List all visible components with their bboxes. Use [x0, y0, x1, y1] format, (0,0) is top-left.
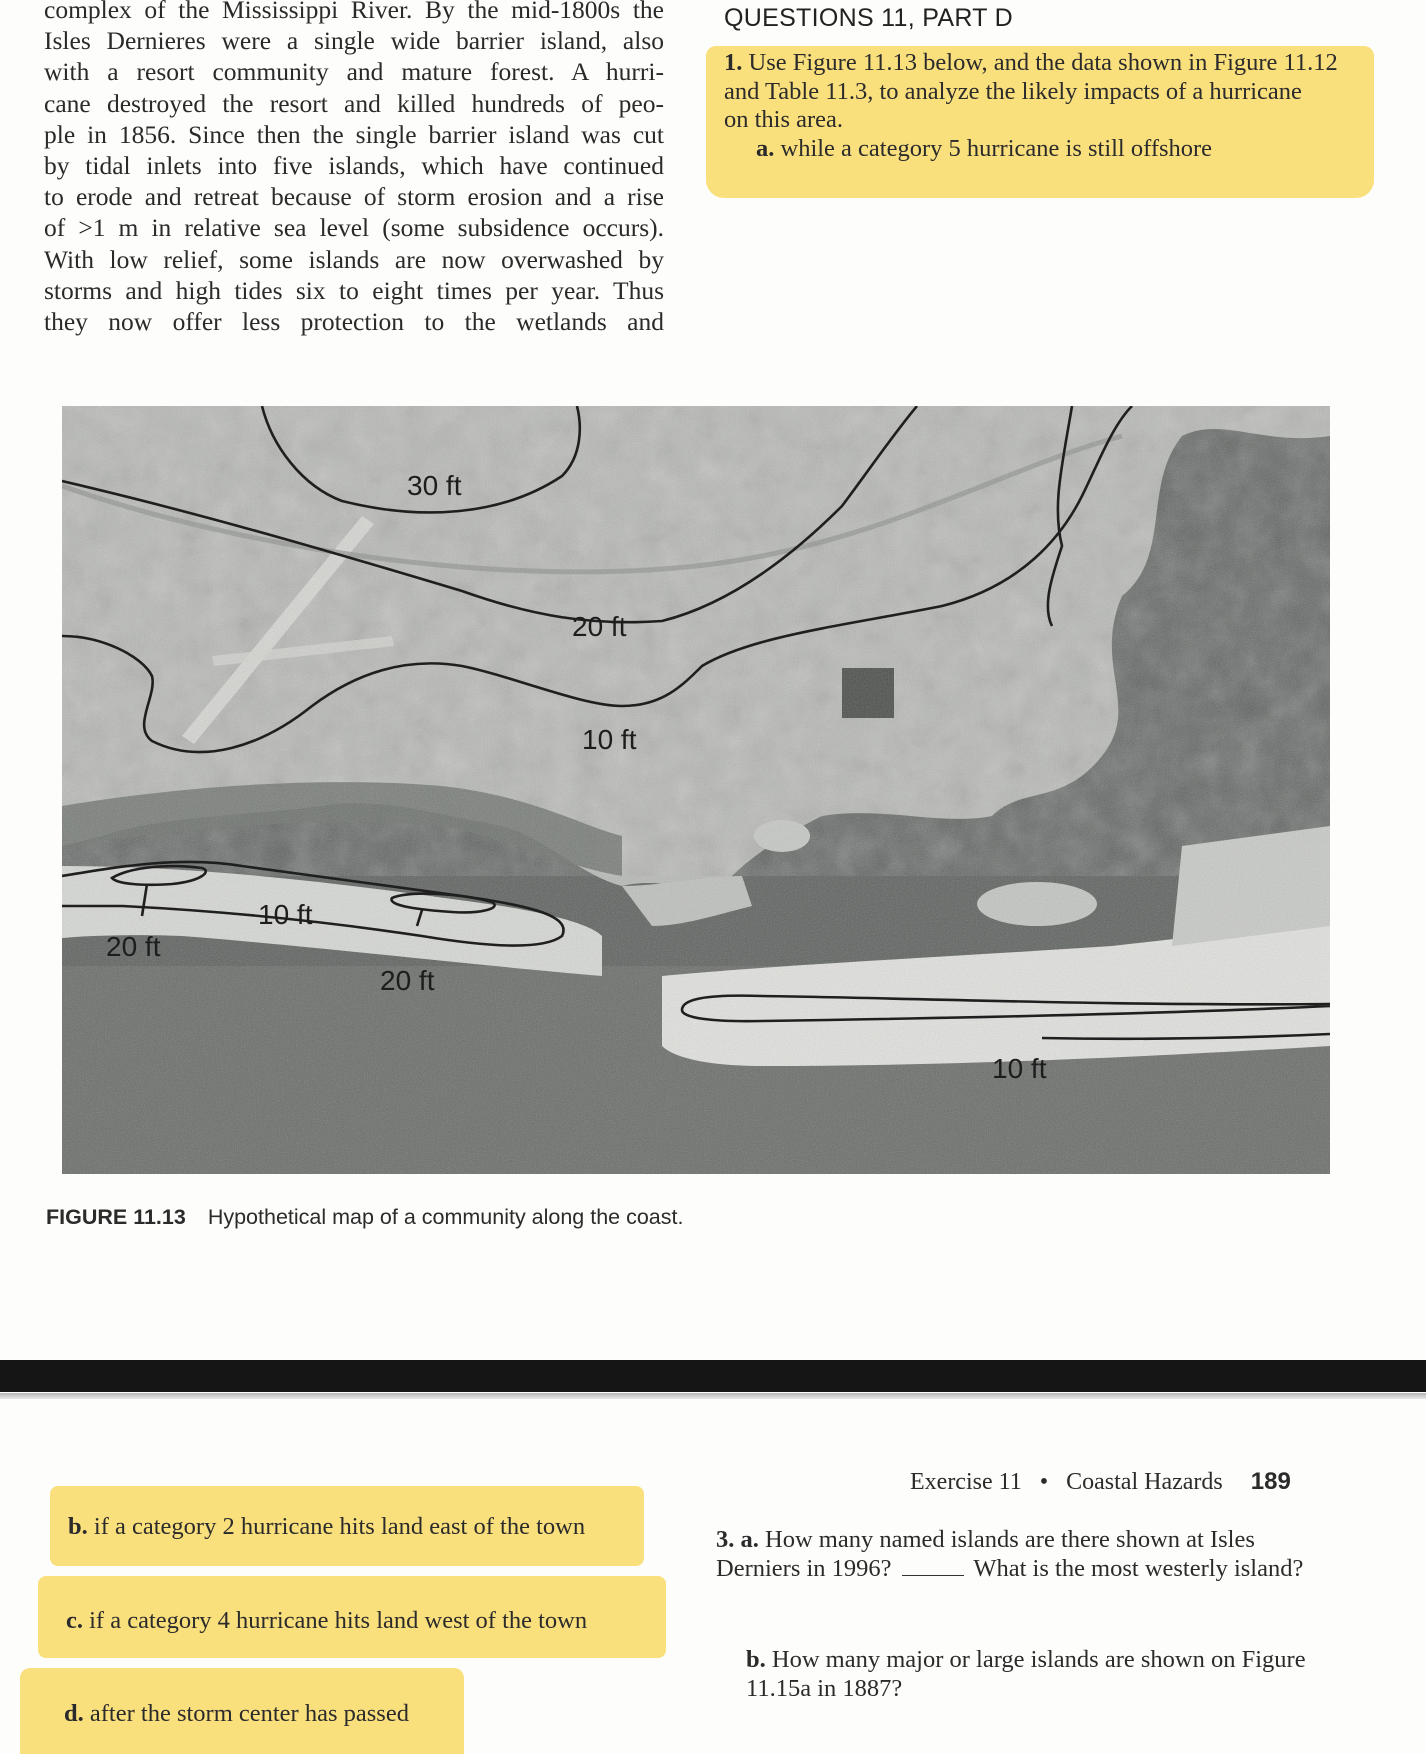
- body-line: to erode and retreat because of storm erosion and a rise: [44, 182, 664, 212]
- label-10ft-upper: 10 ft: [582, 724, 637, 755]
- q1a-text: while a category 5 hurricane is still offshore: [780, 134, 1213, 162]
- q3a-line2-end: What is the most westerly island?: [973, 1554, 1304, 1582]
- label-20ft-left-barrier: 20 ft: [380, 965, 435, 996]
- coastal-map-figure: [62, 406, 1330, 1174]
- body-line: they now offer less protection to the wetlands and: [44, 307, 664, 337]
- q1-line1: Use Figure 11.13 below, and the data shown in Figure 11.12: [748, 49, 1338, 76]
- q1-line3: on this area.: [724, 106, 844, 133]
- body-line: Isles Dernieres were a single wide barrier island, also: [44, 26, 664, 56]
- question-3a: [716, 1526, 1336, 1583]
- question-1d: [64, 1700, 409, 1729]
- body-line: complex of the Mississippi River. By the mid-1800s the: [44, 0, 664, 24]
- photo-grain: [62, 406, 1330, 1174]
- question-1b: [68, 1513, 585, 1542]
- label-20ft-far-left: 20 ft: [106, 931, 161, 962]
- q1b-letter: b.: [68, 1513, 88, 1540]
- body-line: storms and high tides six to eight times per year. Thus: [44, 275, 664, 305]
- q3b-line2: 11.15a in 1887?: [746, 1674, 903, 1702]
- q3a-number: 3. a.: [716, 1526, 759, 1553]
- running-head: [910, 1468, 1291, 1496]
- question-1c: [66, 1607, 587, 1636]
- q3a-line1: How many named islands are there shown at Isles: [765, 1526, 1255, 1553]
- label-10ft-right-barrier: 10 ft: [992, 1053, 1047, 1084]
- q3b-line1: How many major or large islands are shown on Figure: [771, 1646, 1306, 1673]
- figure-caption-text: Hypothetical map of a community along the coast.: [207, 1205, 684, 1229]
- q3b-letter: b.: [746, 1646, 766, 1673]
- label-30ft: 30 ft: [407, 470, 462, 501]
- figure-caption: [46, 1205, 683, 1230]
- q1d-text: after the storm center has passed: [89, 1700, 409, 1727]
- figure-number: FIGURE 11.13: [46, 1205, 186, 1229]
- body-line: With low relief, some islands are now overwashed by: [44, 244, 664, 274]
- body-line: ple in 1856. Since then the single barrier island was cut: [44, 119, 664, 149]
- label-10ft-left-barrier: 10 ft: [258, 899, 313, 930]
- label-20ft-upper: 20 ft: [572, 611, 627, 642]
- questions-heading: QUESTIONS 11, PART D: [724, 4, 1013, 32]
- map-svg: [62, 406, 1330, 1174]
- page-edge: [0, 1393, 1426, 1399]
- q1a-letter: a.: [756, 134, 775, 162]
- q1-number: 1.: [724, 49, 743, 76]
- answer-blank[interactable]: [902, 1557, 964, 1576]
- body-paragraph: [44, 0, 664, 337]
- body-line: cane destroyed the resort and killed hundreds of peo-: [44, 88, 664, 118]
- q3a-line2-start: Derniers in 1996?: [716, 1554, 892, 1582]
- q1c-letter: c.: [66, 1607, 83, 1634]
- question-1: [724, 49, 1364, 163]
- running-head-title: Coastal Hazards: [1066, 1469, 1223, 1495]
- body-line: of >1 m in relative sea level (some subsidence occurs).: [44, 213, 664, 243]
- q1c-text: if a category 4 hurricane hits land west of the town: [89, 1607, 588, 1634]
- running-head-exercise: Exercise 11: [910, 1469, 1022, 1495]
- page-number: 189: [1250, 1468, 1291, 1495]
- q1d-letter: d.: [64, 1700, 84, 1727]
- running-head-bullet: •: [1039, 1469, 1049, 1495]
- question-3b: [746, 1646, 1346, 1703]
- q1-line2: and Table 11.3, to analyze the likely impacts of a hurricane: [724, 77, 1302, 105]
- q1b-text: if a category 2 hurricane hits land east of the town: [93, 1513, 586, 1540]
- page-break-band: [0, 1360, 1426, 1392]
- body-line: with a resort community and mature forest. A hurri-: [44, 57, 664, 87]
- body-line: by tidal inlets into five islands, which have continued: [44, 151, 664, 181]
